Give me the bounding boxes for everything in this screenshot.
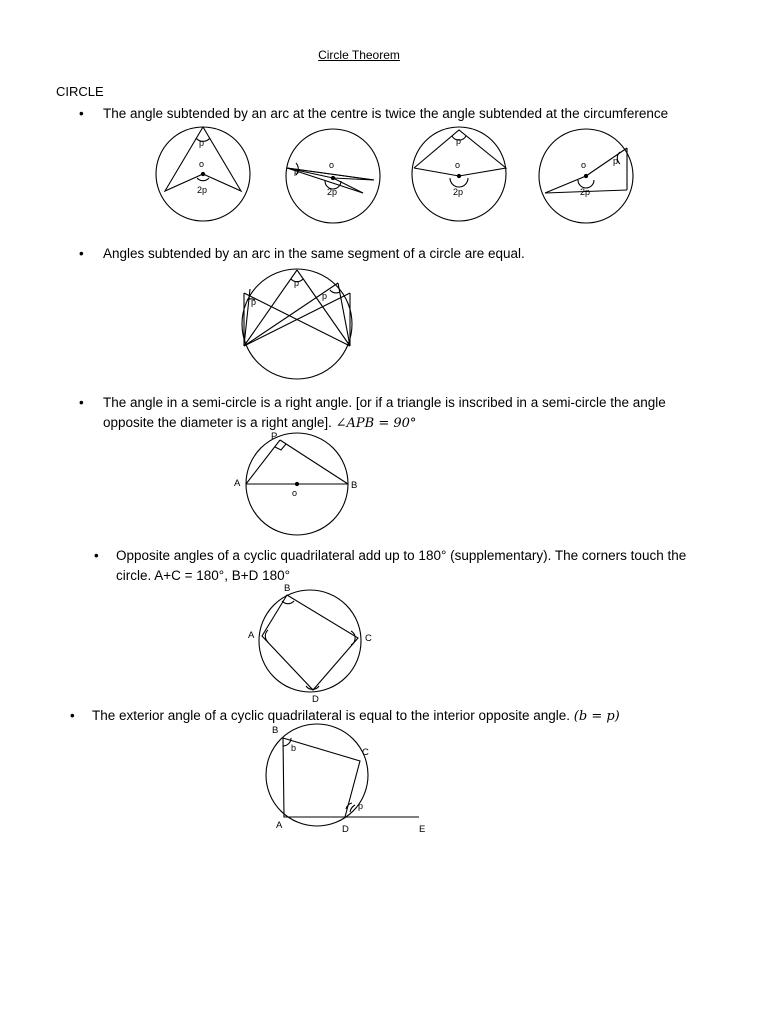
label-p: p	[613, 156, 619, 166]
theorem-3-text-line2-words: opposite the diameter is a right angle].	[103, 415, 332, 430]
figure-centre-angle-2	[286, 129, 380, 223]
label-P: P	[271, 431, 278, 442]
label-A: A	[248, 630, 255, 641]
label-2p: 2p	[327, 187, 338, 197]
figure-cyclic-quadrilateral	[248, 583, 372, 705]
label-2p: 2p	[197, 185, 208, 195]
page-title: Circle Theorem	[318, 48, 400, 62]
theorem-5-formula: (b = p)	[573, 709, 620, 724]
label-A: A	[276, 820, 283, 831]
label-centre: o	[329, 160, 335, 170]
label-p: p	[199, 138, 205, 148]
figure-centre-angle-1	[156, 127, 250, 221]
label-B: B	[272, 725, 279, 736]
label-E: E	[419, 824, 426, 835]
bullet-marker: •	[79, 246, 84, 261]
label-p: p	[294, 278, 300, 288]
figure-same-segment	[242, 269, 352, 379]
section-heading: CIRCLE	[56, 84, 104, 99]
label-centre: o	[581, 160, 587, 170]
theorem-4-text-line1: Opposite angles of a cyclic quadrilateral add up to 180° (supplementary). The corners touch the	[116, 548, 687, 563]
theorem-4-text-line2: circle. A+C = 180°, B+D 180°	[116, 568, 291, 583]
figure-centre-angle-3	[412, 127, 506, 221]
label-p: p	[358, 801, 364, 811]
label-A: A	[234, 478, 241, 489]
label-2p: 2p	[580, 187, 591, 197]
label-centre: o	[292, 488, 298, 498]
bullet-marker: •	[70, 708, 75, 723]
label-centre: o	[455, 160, 461, 170]
bullet-marker: •	[79, 395, 84, 410]
label-2p: 2p	[453, 187, 464, 197]
label-B: B	[284, 583, 291, 594]
label-D: D	[342, 824, 349, 835]
theorem-5-text: The exterior angle of a cyclic quadrilateral is equal to the interior opposite angle.	[92, 708, 571, 723]
theorem-1-text: The angle subtended by an arc at the centre is twice the angle subtended at the circumference	[103, 106, 669, 121]
label-p: p	[251, 297, 257, 307]
label-B: B	[351, 480, 358, 491]
label-D: D	[312, 694, 319, 705]
label-C: C	[362, 747, 369, 758]
figure-semicircle	[234, 431, 357, 535]
label-b: b	[291, 743, 297, 753]
bullet-marker: •	[94, 548, 99, 563]
bullet-marker: •	[79, 106, 84, 121]
figure-centre-angle-4	[539, 129, 633, 223]
theorem-2-text: Angles subtended by an arc in the same segment of a circle are equal.	[103, 246, 525, 261]
theorem-3-formula: ∠APB = 90°	[335, 416, 417, 431]
theorem-3-text-line1: The angle in a semi-circle is a right angle. [or if a triangle is inscribed in a semi-circle the angle	[103, 395, 666, 410]
label-p: p	[322, 291, 328, 301]
label-centre: o	[199, 159, 205, 169]
label-C: C	[365, 633, 372, 644]
figure-exterior-angle	[266, 724, 425, 835]
label-p: p	[294, 166, 300, 176]
label-p: p	[456, 136, 462, 146]
